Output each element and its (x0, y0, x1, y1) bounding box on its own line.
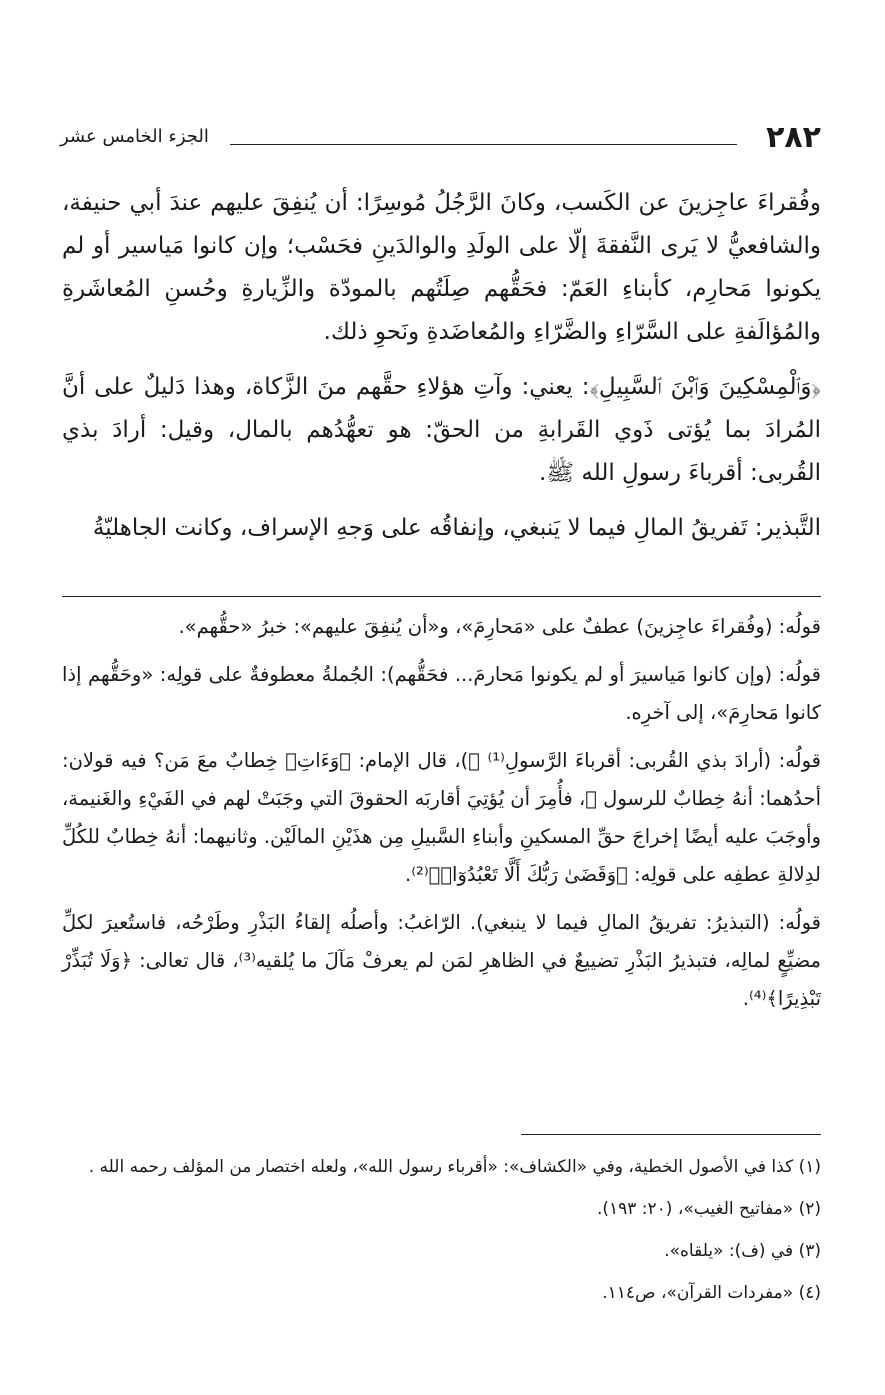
commentary-paragraph: قولُه: (أرادَ بذي القُربى: أقرباءَ الرَّسولِ⁽¹⁾ ﷺ)، قال الإمام: ﴿وَءَاتِ﴾ خِطابٌ معَ مَن؟ فيه قولان: أحدُهما: أنهُ خِطابٌ للرسول ﷺ، فأُمِرَ أن يُؤتِيَ أقاربَه الحقوقَ التي وجَبَتْ لهم في الفَيْءِ والغَنيمة، وأوجَبَ عليه أيضًا إخراجَ حقِّ المسكينِ وأبناءِ السَّبيلِ مِن هذَيْنِ المالَيْن. وثانيهما: أنهُ خِطابٌ للكُلِّ لدِلالةِ عطفِه على قولِه: ﴿وَقَضَىٰ رَبُّكَ أَلَّا تَعْبُدُوٓا۟﴾⁽²⁾. (62, 749, 821, 886)
page-number: ٢٨٢ (766, 120, 821, 155)
footnote: (٤) «مفردات القرآن»، ص١١٤. (602, 1283, 821, 1303)
commentary-paragraph: قولُه: (التبذيرُ: تفريقُ المالِ فيما لا ينبغي). الرّاغبُ: وأصلُه إلقاءُ البَذْرِ وطَرْحُه، فاستُعيرَ لكلِّ مضيِّعٍ لمالِه، فتبذيرُ البَذْرِ تضييعٌ في الظاهرِ لمَن لم يعرفْ مَآلَ ما يُلقيه⁽³⁾، قال تعالى: ﴿وَلَا تُبَذِّرْ تَبْذِيرًا﴾⁽⁴⁾. (62, 911, 821, 1010)
footnote: (١) كذا في الأصول الخطية، وفي «الكشاف»: «أقرباء رسول الله»، ولعله اختصار من المؤلف رحمه الله . (88, 1157, 821, 1177)
commentary-paragraph: قولُه: (وفُقراءَ عاجِزينَ) عطفٌ على «مَحارِمَ»، و«أن يُنفِقَ عليهم»: خبرُ «حقُّهم». (178, 615, 821, 638)
commentary-paragraph: قولُه: (وإن كانوا مَياسيرَ أو لم يكونوا مَحارمَ... فحَقُّهم): الجُملةُ معطوفةٌ على قولِه: «وحَقُّهم إذا كانوا مَحارِمَ»، إلى آخرِه. (62, 663, 821, 724)
footnote: (٣) في (ف): «يلقاه». (664, 1241, 821, 1261)
footnotes (62, 1150, 821, 1318)
main-paragraph: التَّبذير: تَفريقُ المالِ فيما لا يَنبغي، وإنفاقُه على وَجهِ الإسراف، وكانت الجاهليّةُ (92, 515, 821, 541)
main-text (62, 182, 821, 550)
main-paragraph: وفُقراءَ عاجِزينَ عن الكَسب، وكانَ الرَّجُلُ مُوسِرًا: أن يُنفِقَ عليهم عندَ أبي حنيفة، والشافعيُّ لا يَرى النَّفقةَ إلّا على الولَدِ والوالدَينِ فحَسْب؛ وإن كانوا مَياسير أو لم يكونوا مَحارِم، كأبناءِ العَمّ: فحَقُّهم صِلَتُهم بالمودّة والزِّيارةِ وحُسنِ المُعاشَرةِ والمُؤالَفةِ على السَّرّاءِ والضَّرّاءِ والمُعاضَدةِ ونَحوِ ذلك. (62, 190, 821, 345)
page-header (60, 120, 821, 160)
footnote: (٢) «مفاتيح الغيب»، (٢٠: ١٩٣). (596, 1199, 821, 1219)
commentary (62, 608, 821, 1028)
header-rule (230, 144, 737, 145)
footnote-rule (521, 1134, 821, 1135)
main-paragraph: ﴿وَٱلْمِسْكِينَ وَٱبْنَ ٱلسَّبِيلِ﴾: يعني: وآتِ هؤلاءِ حقَّهم منَ الزَّكاة، وهذا دَليلٌ على أنَّ المُرادَ بما يُؤتى ذَوي القَرابةِ من الحقّ: هو تعهُّدُهم بالمال، وقيل: أرادَ بذي القُربى: أقرباءَ رسولِ الله ﷺ. (62, 374, 821, 486)
commentary-divider (62, 596, 821, 597)
running-title: الجزء الخامس عشر (60, 126, 209, 147)
